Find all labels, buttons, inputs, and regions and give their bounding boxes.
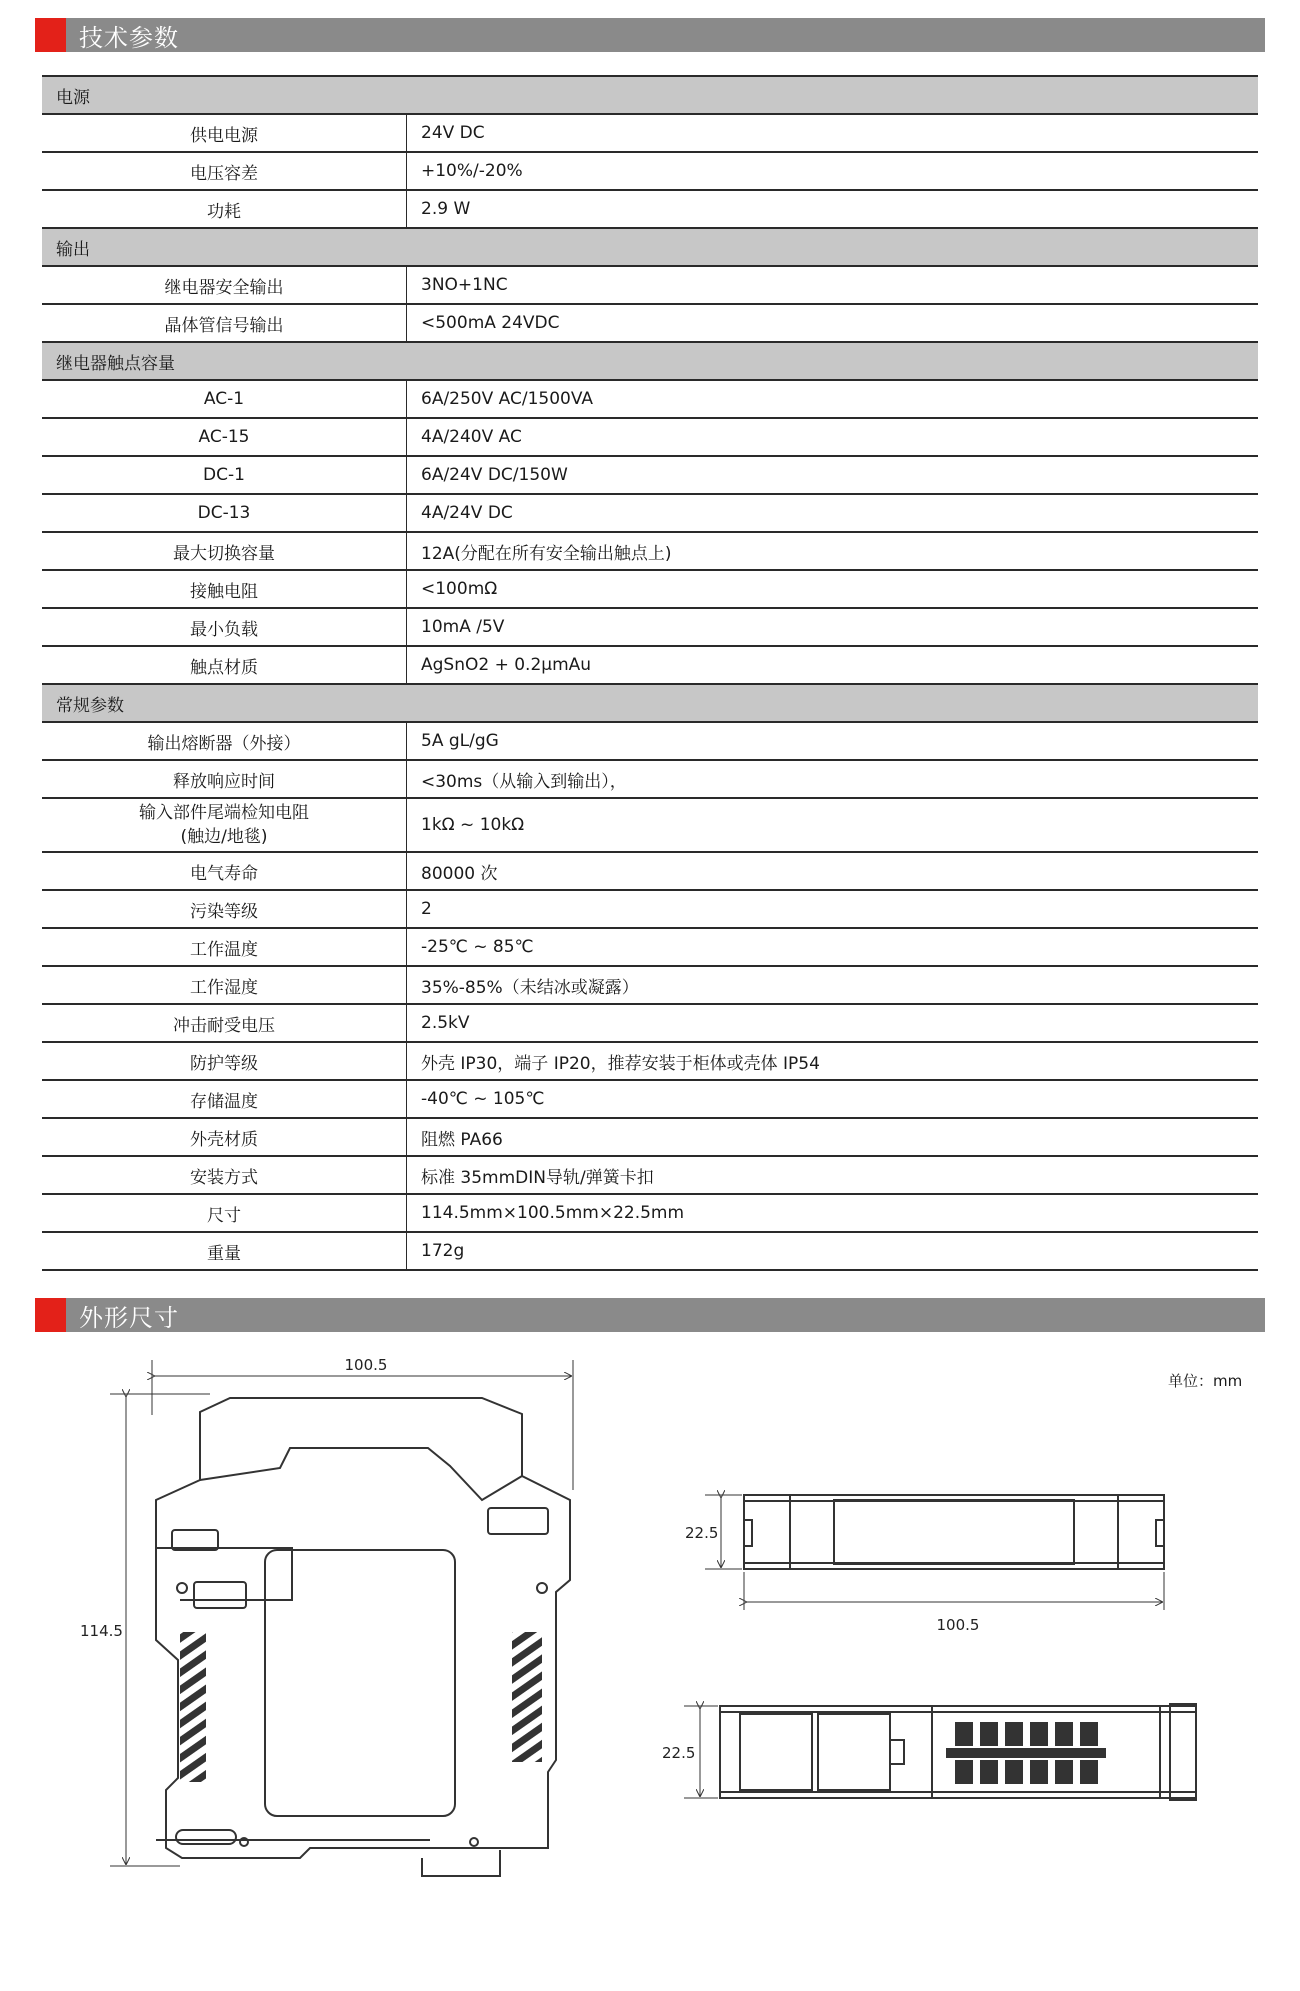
spec-row — [42, 798, 1258, 852]
spec-value: -25℃ ~ 85℃ — [407, 928, 1259, 966]
outline-section-title: 外形尺寸 — [79, 1303, 179, 1332]
spec-key-subtext: (触边/地毯) — [180, 827, 268, 847]
bottom-height-dimension — [662, 1706, 718, 1798]
spec-row — [42, 928, 1258, 966]
spec-row — [42, 494, 1258, 532]
specs-section-title: 技术参数 — [79, 23, 179, 52]
spec-row — [42, 1194, 1258, 1232]
section-marker — [35, 1298, 66, 1332]
bottom-terminal-slots — [946, 1722, 1106, 1784]
spec-key — [42, 570, 407, 608]
spec-value: 3NO+1NC — [407, 266, 1259, 304]
spec-group-title: 输出 — [42, 228, 1258, 266]
top-view — [744, 1495, 1164, 1569]
spec-key — [42, 1232, 407, 1270]
spec-row — [42, 456, 1258, 494]
spec-key-text: 污染等级 — [190, 901, 258, 922]
spec-row — [42, 760, 1258, 798]
spec-value: 1kΩ ~ 10kΩ — [407, 798, 1259, 852]
top-width-dimension — [744, 1572, 1164, 1634]
spec-value: 12A(分配在所有安全输出触点上) — [407, 532, 1259, 570]
spec-key-text: 输入部件尾端检知电阻 — [139, 803, 309, 823]
left-vent-fins — [180, 1632, 206, 1782]
spec-row — [42, 1004, 1258, 1042]
spec-key — [42, 114, 407, 152]
spec-key — [42, 608, 407, 646]
spec-row — [42, 1042, 1258, 1080]
spec-key-text: DC-13 — [197, 503, 251, 523]
spec-value: -40℃ ~ 105℃ — [407, 1080, 1259, 1118]
spec-row — [42, 852, 1258, 890]
top-height-dimension — [685, 1495, 742, 1569]
spec-group-header — [42, 228, 1258, 266]
spec-key — [42, 304, 407, 342]
spec-value: 4A/24V DC — [407, 494, 1259, 532]
bottom-height-label: 22.5 — [662, 1744, 696, 1762]
spec-row — [42, 890, 1258, 928]
section-marker — [35, 18, 66, 52]
front-height-label: 114.5 — [80, 1622, 123, 1640]
spec-key-text: AC-1 — [203, 389, 245, 409]
spec-key-text: AC-15 — [198, 427, 250, 447]
spec-key-text: 释放响应时间 — [173, 771, 275, 792]
spec-key-text: 工作温度 — [190, 939, 258, 960]
spec-row — [42, 266, 1258, 304]
top-width-label: 100.5 — [936, 1616, 980, 1634]
spec-row — [42, 418, 1258, 456]
spec-row — [42, 646, 1258, 684]
spec-group-header — [42, 684, 1258, 722]
front-width-label: 100.5 — [344, 1356, 388, 1374]
spec-value: <30ms（从输入到输出）， — [407, 760, 1259, 798]
spec-key-text: 触点材质 — [190, 657, 258, 678]
spec-key — [42, 456, 407, 494]
spec-key-text: 工作湿度 — [190, 977, 258, 998]
spec-row — [42, 304, 1258, 342]
spec-key-text: 存储温度 — [190, 1091, 258, 1112]
spec-key — [42, 890, 407, 928]
spec-row — [42, 190, 1258, 228]
spec-row — [42, 722, 1258, 760]
spec-key-text: 电气寿命 — [190, 863, 258, 884]
spec-key — [42, 494, 407, 532]
spec-value: <500mA 24VDC — [407, 304, 1259, 342]
spec-group-header — [42, 76, 1258, 114]
spec-key — [42, 1042, 407, 1080]
spec-value: 阻燃 PA66 — [407, 1118, 1259, 1156]
spec-value: AgSnO2 + 0.2μmAu — [407, 646, 1259, 684]
spec-value: +10%/-20% — [407, 152, 1259, 190]
spec-key-text: 最大切换容量 — [173, 543, 275, 564]
spec-key-text: 外壳材质 — [190, 1129, 258, 1150]
specs-section-header — [35, 18, 1265, 52]
spec-key — [42, 852, 407, 890]
spec-key — [42, 646, 407, 684]
spec-key-text: 功耗 — [207, 201, 241, 222]
spec-key-text: 晶体管信号输出 — [164, 315, 284, 336]
outline-section-header — [35, 1298, 1265, 1332]
outline-drawing — [0, 1330, 1300, 1990]
top-height-label: 22.5 — [685, 1524, 719, 1542]
spec-row — [42, 152, 1258, 190]
spec-row — [42, 1232, 1258, 1270]
spec-key-text: 尺寸 — [207, 1205, 241, 1226]
spec-row — [42, 114, 1258, 152]
spec-key-text: 防护等级 — [190, 1053, 258, 1074]
spec-key — [42, 966, 407, 1004]
spec-value: 172g — [407, 1232, 1259, 1270]
spec-key-text: 安装方式 — [190, 1167, 258, 1188]
spec-key-text: 继电器安全输出 — [164, 277, 284, 298]
spec-row — [42, 1118, 1258, 1156]
spec-value: <100mΩ — [407, 570, 1259, 608]
spec-row — [42, 966, 1258, 1004]
spec-value: 80000 次 — [407, 852, 1259, 890]
spec-key — [42, 266, 407, 304]
front-width-dimension — [152, 1356, 573, 1490]
spec-table — [42, 75, 1258, 1271]
spec-key — [42, 928, 407, 966]
spec-key — [42, 380, 407, 418]
spec-row — [42, 380, 1258, 418]
spec-key-text: 输出熔断器（外接） — [147, 733, 301, 754]
right-vent-fins — [512, 1632, 542, 1762]
front-height-dimension — [80, 1394, 210, 1866]
spec-key-text: 供电电源 — [190, 125, 258, 146]
spec-key-text: DC-1 — [203, 465, 245, 485]
spec-key-text: 最小负载 — [190, 619, 258, 640]
spec-key-text: 重量 — [207, 1243, 241, 1264]
spec-value: 2.5kV — [407, 1004, 1259, 1042]
spec-key — [42, 190, 407, 228]
spec-key — [42, 760, 407, 798]
spec-value: 外壳 IP30，端子 IP20，推荐安装于柜体或壳体 IP54 — [407, 1042, 1259, 1080]
spec-key — [42, 1194, 407, 1232]
spec-key-text: 电压容差 — [190, 163, 258, 184]
spec-key — [42, 798, 407, 852]
spec-value: 6A/24V DC/150W — [407, 456, 1259, 494]
front-view — [156, 1398, 570, 1876]
spec-value: 114.5mm×100.5mm×22.5mm — [407, 1194, 1259, 1232]
spec-value: 5A gL/gG — [407, 722, 1259, 760]
spec-key — [42, 1004, 407, 1042]
spec-row — [42, 532, 1258, 570]
spec-value: 24V DC — [407, 114, 1259, 152]
spec-value: 2.9 W — [407, 190, 1259, 228]
spec-key — [42, 722, 407, 760]
spec-row — [42, 608, 1258, 646]
spec-key-text: 冲击耐受电压 — [173, 1015, 275, 1036]
spec-key — [42, 1118, 407, 1156]
spec-value: 标准 35mmDIN导轨/弹簧卡扣 — [407, 1156, 1259, 1194]
spec-row — [42, 1080, 1258, 1118]
spec-key — [42, 418, 407, 456]
spec-group-title: 继电器触点容量 — [42, 342, 1258, 380]
unit-label: 单位：mm — [1168, 1372, 1243, 1390]
spec-value: 35%-85%（未结冰或凝露） — [407, 966, 1259, 1004]
spec-value: 4A/240V AC — [407, 418, 1259, 456]
spec-key — [42, 1080, 407, 1118]
spec-row — [42, 570, 1258, 608]
spec-key — [42, 1156, 407, 1194]
spec-value: 10mA /5V — [407, 608, 1259, 646]
spec-value: 6A/250V AC/1500VA — [407, 380, 1259, 418]
spec-key — [42, 532, 407, 570]
spec-row — [42, 1156, 1258, 1194]
spec-group-title: 常规参数 — [42, 684, 1258, 722]
spec-value: 2 — [407, 890, 1259, 928]
spec-group-header — [42, 342, 1258, 380]
spec-key — [42, 152, 407, 190]
spec-group-title: 电源 — [42, 76, 1258, 114]
spec-key-text: 接触电阻 — [190, 581, 258, 602]
